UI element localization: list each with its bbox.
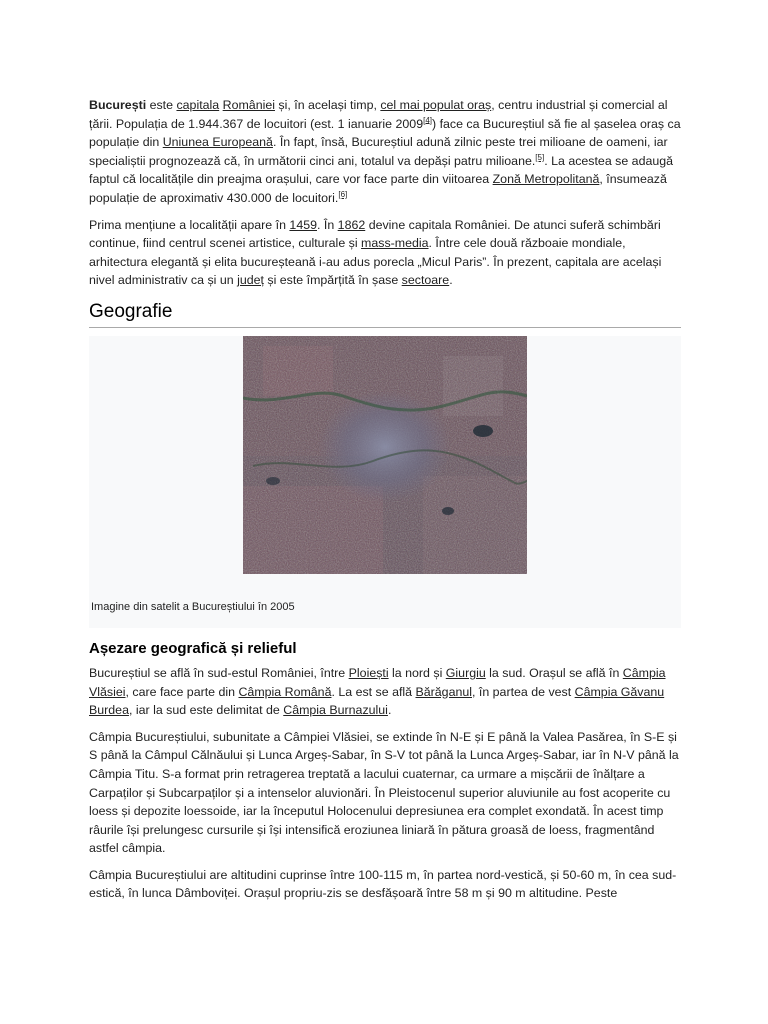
reference-5[interactable] xyxy=(535,153,544,162)
link-campia-vlasiei[interactable]: Câmpia Vlăsiei xyxy=(89,665,666,699)
text: la nord și xyxy=(388,665,446,680)
link-zona-metropolitana[interactable]: Zonă Metropolitană xyxy=(492,172,600,187)
section-heading-asezare: Așezare geografică și relieful xyxy=(89,639,297,657)
text: ) face ca Bucureștiul să fie al șaselea oraș ca populație din xyxy=(89,116,681,150)
reference-link-5[interactable]: [5] xyxy=(535,152,545,162)
text: , în partea de vest xyxy=(472,684,575,699)
link-ploiesti[interactable]: Ploiești xyxy=(348,665,389,680)
text: , centru industrial și comercial al țării. Populația de 1.944.367 de locuitori (est. 1 ianuarie 2009 xyxy=(89,98,668,131)
text: . xyxy=(449,273,453,288)
link-baraganul[interactable]: Bărăganul xyxy=(415,684,472,699)
reference-link-6[interactable]: [6] xyxy=(338,189,348,199)
text: . În xyxy=(317,217,338,232)
link-romaniei[interactable]: României xyxy=(222,98,275,112)
link-1459[interactable]: 1459 xyxy=(289,217,317,232)
intro-paragraph xyxy=(89,96,681,208)
figure-thumbnail xyxy=(89,336,681,628)
link-campia-romana[interactable]: Câmpia Română xyxy=(238,684,332,699)
text: . Între cele două războaie mondiale, arhitectura elegantă și elita bucureșteană i-au adus porecla „Micul Paris”. În prezent, capitala are același nivel administrativ ca și un xyxy=(89,236,662,288)
link-sectoare[interactable]: sectoare xyxy=(401,273,450,288)
text: , însumează populație de aproximativ 430.000 de locuitori. xyxy=(89,172,667,205)
text: , iar la sud este delimitat de xyxy=(128,703,284,718)
text: și este împărțită în șase xyxy=(263,273,402,288)
satellite-image[interactable] xyxy=(243,336,527,574)
link-mass-media[interactable]: mass-media xyxy=(361,236,429,251)
reference-6[interactable] xyxy=(338,190,347,199)
text: este xyxy=(146,98,177,112)
link-campia-burnazului[interactable]: Câmpia Burnazului xyxy=(283,703,388,718)
link-cel-mai-populat-oras[interactable]: cel mai populat oraș xyxy=(380,98,492,112)
text: la sud. Orașul se află în xyxy=(485,665,623,680)
altitude-paragraph: Câmpia Bucureștiului are altitudini cuprinse între 100-115 m, în partea nord-vestică, și 50-60 m, în cea sud-estică, în lunca Dâmboviței. Orașul propriu-zis se desfășoară între 58 m și 90 m altitudine. Peste xyxy=(89,867,677,901)
text: devine capitala României. De atunci suferă schimbări continue, fiind centrul scenei artistice, culturale și xyxy=(89,217,661,251)
location-paragraph xyxy=(89,664,681,720)
text: , care face parte din xyxy=(125,684,239,699)
text: . La acestea se adaugă faptul că localitățile din preajma orașului, care vor face parte din viitoarea xyxy=(89,153,674,187)
reference-link-4[interactable]: [4] xyxy=(423,115,432,125)
figure-caption: Imagine din satelit a Bucureștiului în 2005 xyxy=(91,600,295,613)
link-1862[interactable]: 1862 xyxy=(337,217,366,232)
article-subject: București xyxy=(89,98,147,112)
text: . La est se află xyxy=(331,684,416,699)
article-content xyxy=(89,96,681,903)
text: Prima mențiune a localității apare în xyxy=(89,217,290,232)
text: . În fapt, însă, Bucureștiul adună zilnic peste trei milioane de oameni, iar specialiștii prognozează că, în următorii cinci ani, totalul va depăși patru milioane. xyxy=(89,135,668,168)
geology-paragraph: Câmpia Bucureștiului, subunitate a Câmpiei Vlăsiei, se extinde în N-E și E până la Valea Pasărea, în S-E și S până la Câmpul Călnăului și Lunca Argeș-Sabar, în S-V tot până la Lunca Argeș-Sabar, iar în N-V până la Câmpia Titu. S-a format prin retragerea treptată a lacului cuaternar, ca urmare a mișcării de înălțare a Carpaților și Subcarpaților și a intenselor aluvionări. În Pleistocenul superior aluviunile au fost acoperite cu loess și depozite loessoide, iar la începutul Holocenului depresiunea era complet exondată. În acest timp râurile își prelungesc cursurile și își intensifică eroziunea liniară în pătura groasă de loess, fragmentând astfel câmpia. xyxy=(89,729,679,856)
reference-4[interactable] xyxy=(423,115,432,124)
section-heading-geografie: Geografie xyxy=(89,300,681,328)
history-paragraph xyxy=(89,216,681,290)
link-capitala[interactable]: capitala xyxy=(176,98,220,112)
text: . xyxy=(387,703,392,718)
link-uniunea-europeana[interactable]: Uniunea Europeană xyxy=(162,135,273,150)
text: și, în același timp, xyxy=(274,98,381,112)
link-judet[interactable]: județ xyxy=(237,273,264,288)
text: Bucureștiul se află în sud-estul României, între xyxy=(89,665,349,680)
link-giurgiu[interactable]: Giurgiu xyxy=(445,665,486,680)
link-campia-gavanu-burdea[interactable]: Câmpia Găvanu Burdea xyxy=(89,684,665,718)
